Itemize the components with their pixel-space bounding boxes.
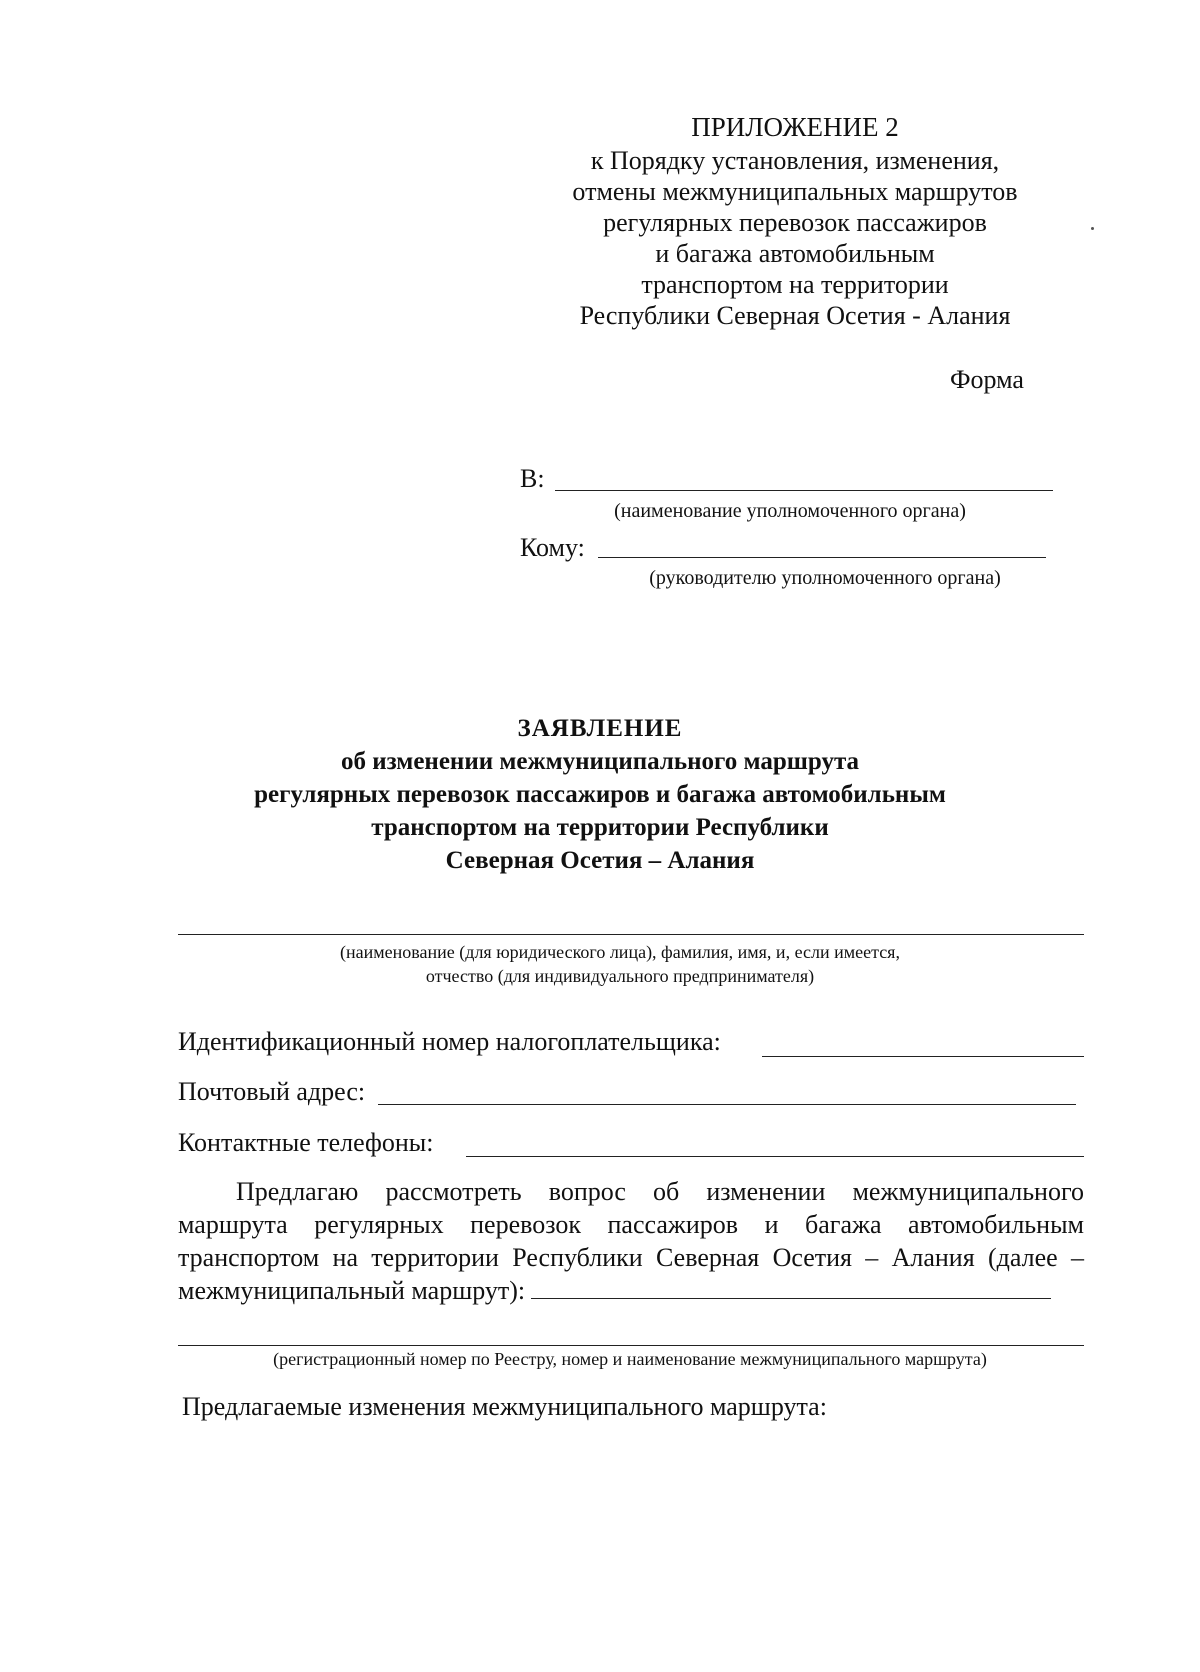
proposal-paragraph xyxy=(178,1175,1084,1307)
appendix-heading: ПРИЛОЖЕНИЕ 2 xyxy=(691,112,899,142)
title-main: ЗАЯВЛЕНИЕ xyxy=(517,715,683,742)
changes-label: Предлагаемые изменения межмуниципального маршрута: xyxy=(182,1392,827,1421)
applicant-line[interactable] xyxy=(178,934,1084,935)
inn-line[interactable] xyxy=(762,1056,1084,1057)
phones-label: Контактные телефоны: xyxy=(178,1128,434,1157)
applicant-note-line: отчество (для индивидуального предпринимателя) xyxy=(425,966,815,986)
appendix-line: к Порядку установления, изменения, xyxy=(590,146,1000,175)
to-line[interactable] xyxy=(555,490,1053,491)
appendix-line: отмены межмуниципальных маршрутов xyxy=(572,177,1018,206)
form-label: Форма xyxy=(950,365,1024,394)
address-label: Почтовый адрес: xyxy=(178,1077,366,1106)
whom-label: Кому: xyxy=(520,533,585,562)
document-title xyxy=(160,712,1040,877)
appendix-line: регулярных перевозок пассажиров xyxy=(603,208,987,237)
appendix-line: Республики Северная Осетия - Алания xyxy=(579,301,1011,330)
route-line[interactable] xyxy=(178,1345,1084,1346)
route-inline-line[interactable] xyxy=(531,1278,1051,1299)
applicant-note xyxy=(170,940,1070,988)
appendix-block xyxy=(560,112,1030,331)
scan-speck xyxy=(1091,227,1094,230)
title-line: транспортом на территории Республики xyxy=(371,814,829,841)
title-line: Северная Осетия – Алания xyxy=(445,847,755,874)
title-line: регулярных перевозок пассажиров и багажа автомобильным xyxy=(254,781,946,808)
whom-note: (руководителю уполномоченного органа) xyxy=(649,567,1001,589)
title-line: об изменении межмуниципального маршрута xyxy=(340,748,860,775)
appendix-line: и багажа автомобильным xyxy=(655,239,935,268)
phones-line[interactable] xyxy=(466,1156,1084,1157)
proposal-text: Предлагаю рассмотреть вопрос об изменении межмуниципального маршрута регулярных перевозок пассажиров и багажа автомобильным транспортом на территории Республики Северная Осетия – Алания (далее – межмуниципальный маршрут): xyxy=(178,1177,1084,1305)
applicant-note-line: (наименование (для юридического лица), фамилия, имя, и, если имеется, xyxy=(340,942,900,962)
address-line[interactable] xyxy=(378,1104,1076,1105)
to-label: В: xyxy=(520,464,545,493)
inn-label: Идентификационный номер налогоплательщика: xyxy=(178,1027,721,1056)
whom-line[interactable] xyxy=(598,557,1046,558)
appendix-line: транспортом на территории xyxy=(641,270,949,299)
to-note: (наименование уполномоченного органа) xyxy=(614,500,966,522)
route-note: (регистрационный номер по Реестру, номер и наименование межмуниципального маршрута) xyxy=(273,1349,987,1369)
